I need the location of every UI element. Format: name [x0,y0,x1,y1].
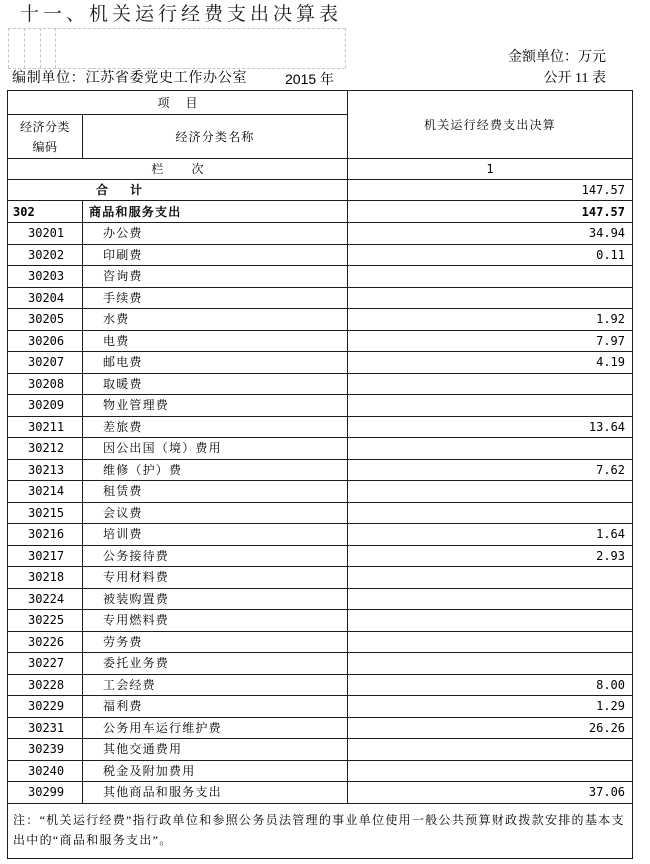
gridline [40,28,41,68]
note-row [8,803,633,859]
table-row [8,481,633,503]
amount-cell [348,438,633,460]
economic-code-cell: 30217 [8,545,83,567]
gridline [24,28,25,68]
economic-name-cell: 专用燃料费 [83,610,348,632]
economic-name-cell: 电费 [83,330,348,352]
table-row [8,373,633,395]
category-code: 302 [8,201,83,223]
amount-cell [348,481,633,503]
table-row [8,459,633,481]
category-name: 商品和服务支出 [83,201,348,223]
table-row [8,782,633,804]
economic-name-cell: 劳务费 [83,631,348,653]
header-row-item [8,91,633,115]
economic-name-cell: 印刷费 [83,244,348,266]
table-row [8,610,633,632]
table-number: 公开 11 表 [543,71,606,86]
economic-name-cell: 手续费 [83,287,348,309]
table-row [8,395,633,417]
economic-name-cell: 委托业务费 [83,653,348,675]
amount-cell [348,739,633,761]
economic-code-cell: 30212 [8,438,83,460]
amount-cell [348,373,633,395]
economic-code-cell: 30239 [8,739,83,761]
economic-code-cell: 30211 [8,416,83,438]
table-row [8,631,633,653]
amount-cell [348,760,633,782]
header-economic-name: 经济分类名称 [83,115,348,159]
economic-code-cell: 30202 [8,244,83,266]
economic-code-cell: 30213 [8,459,83,481]
table-row [8,352,633,374]
amount-cell [348,266,633,288]
amount-cell: 7.62 [348,459,633,481]
economic-name-cell: 会议费 [83,502,348,524]
amount-cell: 34.94 [348,223,633,245]
amount-cell: 2.93 [348,545,633,567]
table-row [8,674,633,696]
economic-code-cell: 30206 [8,330,83,352]
header-amount: 机关运行经费支出决算 [348,91,633,159]
economic-code-cell: 30208 [8,373,83,395]
table-row [8,717,633,739]
economic-code-cell: 30207 [8,352,83,374]
economic-code-cell: 30214 [8,481,83,503]
economic-name-cell: 办公费 [83,223,348,245]
header-item: 项 目 [8,91,348,115]
economic-code-cell: 30226 [8,631,83,653]
economic-code-cell: 30225 [8,610,83,632]
amount-cell [348,567,633,589]
table-row [8,760,633,782]
economic-code-cell: 30228 [8,674,83,696]
economic-name-cell: 工会经费 [83,674,348,696]
table-row [8,244,633,266]
gridline [8,68,345,69]
economic-code-cell: 30215 [8,502,83,524]
economic-name-cell: 培训费 [83,524,348,546]
amount-cell: 1.29 [348,696,633,718]
table-row [8,588,633,610]
economic-name-cell: 水费 [83,309,348,331]
amount-cell: 13.64 [348,416,633,438]
economic-name-cell: 其他交通费用 [83,739,348,761]
economic-name-cell: 公务用车运行维护费 [83,717,348,739]
economic-code-cell: 30240 [8,760,83,782]
total-amount: 147.57 [348,180,633,201]
table-row [8,567,633,589]
table-row [8,653,633,675]
table-row [8,524,633,546]
table-row [8,416,633,438]
economic-code-cell: 30218 [8,567,83,589]
economic-name-cell: 被装购置费 [83,588,348,610]
economic-code-cell: 30229 [8,696,83,718]
table-row [8,287,633,309]
amount-cell [348,287,633,309]
table-row [8,545,633,567]
amount-cell: 1.64 [348,524,633,546]
economic-name-cell: 取暖费 [83,373,348,395]
amount-cell [348,395,633,417]
economic-name-cell: 租赁费 [83,481,348,503]
category-amount: 147.57 [348,201,633,223]
table-row [8,309,633,331]
economic-name-cell: 维修（护）费 [83,459,348,481]
economic-name-cell: 专用材料费 [83,567,348,589]
amount-cell [348,588,633,610]
amount-cell [348,631,633,653]
table-row [8,223,633,245]
amount-cell: 37.06 [348,782,633,804]
table-row [8,330,633,352]
amount-cell: 26.26 [348,717,633,739]
table-row [8,266,633,288]
header-economic-code: 经济分类编码 [8,115,83,159]
table-row [8,438,633,460]
economic-code-cell: 30205 [8,309,83,331]
table-row [8,739,633,761]
economic-code-cell: 30201 [8,223,83,245]
economic-code-cell: 30227 [8,653,83,675]
economic-code-cell: 30203 [8,266,83,288]
total-label: 合 计 [8,180,348,201]
amount-cell: 1.92 [348,309,633,331]
economic-code-cell: 30299 [8,782,83,804]
amount-unit-label: 金额单位：万元 [508,50,606,65]
gridline [8,28,345,29]
header-row-column-index [8,159,633,180]
expenditure-table [7,90,633,859]
economic-name-cell: 咨询费 [83,266,348,288]
economic-code-cell: 30204 [8,287,83,309]
report-title: 十一、机关运行经费支出决算表 [20,3,343,25]
economic-code-cell: 30216 [8,524,83,546]
amount-cell [348,502,633,524]
economic-name-cell: 福利费 [83,696,348,718]
economic-name-cell: 其他商品和服务支出 [83,782,348,804]
footnote: 注：“机关运行经费”指行政单位和参照公务员法管理的事业单位使用一般公共预算财政拨款安排的基本支出中的“商品和服务支出”。 [8,803,633,859]
column-index-number: 1 [348,159,633,180]
economic-code-cell: 30209 [8,395,83,417]
report-year: 2015 年 [285,71,335,87]
economic-name-cell: 因公出国（境）费用 [83,438,348,460]
amount-cell [348,610,633,632]
economic-code-cell: 30231 [8,717,83,739]
economic-name-cell: 物业管理费 [83,395,348,417]
total-row [8,180,633,201]
column-index-label: 栏 次 [8,159,348,180]
amount-cell: 8.00 [348,674,633,696]
amount-cell: 7.97 [348,330,633,352]
table-row [8,502,633,524]
gridline [55,28,56,68]
gridline [8,28,9,68]
amount-cell: 4.19 [348,352,633,374]
economic-name-cell: 公务接待费 [83,545,348,567]
gridline [345,28,346,68]
compiling-unit: 编制单位：江苏省委党史工作办公室 [12,71,248,86]
economic-name-cell: 邮电费 [83,352,348,374]
category-row [8,201,633,223]
amount-cell: 0.11 [348,244,633,266]
amount-cell [348,653,633,675]
economic-name-cell: 税金及附加费用 [83,760,348,782]
economic-name-cell: 差旅费 [83,416,348,438]
economic-code-cell: 30224 [8,588,83,610]
table-row [8,696,633,718]
